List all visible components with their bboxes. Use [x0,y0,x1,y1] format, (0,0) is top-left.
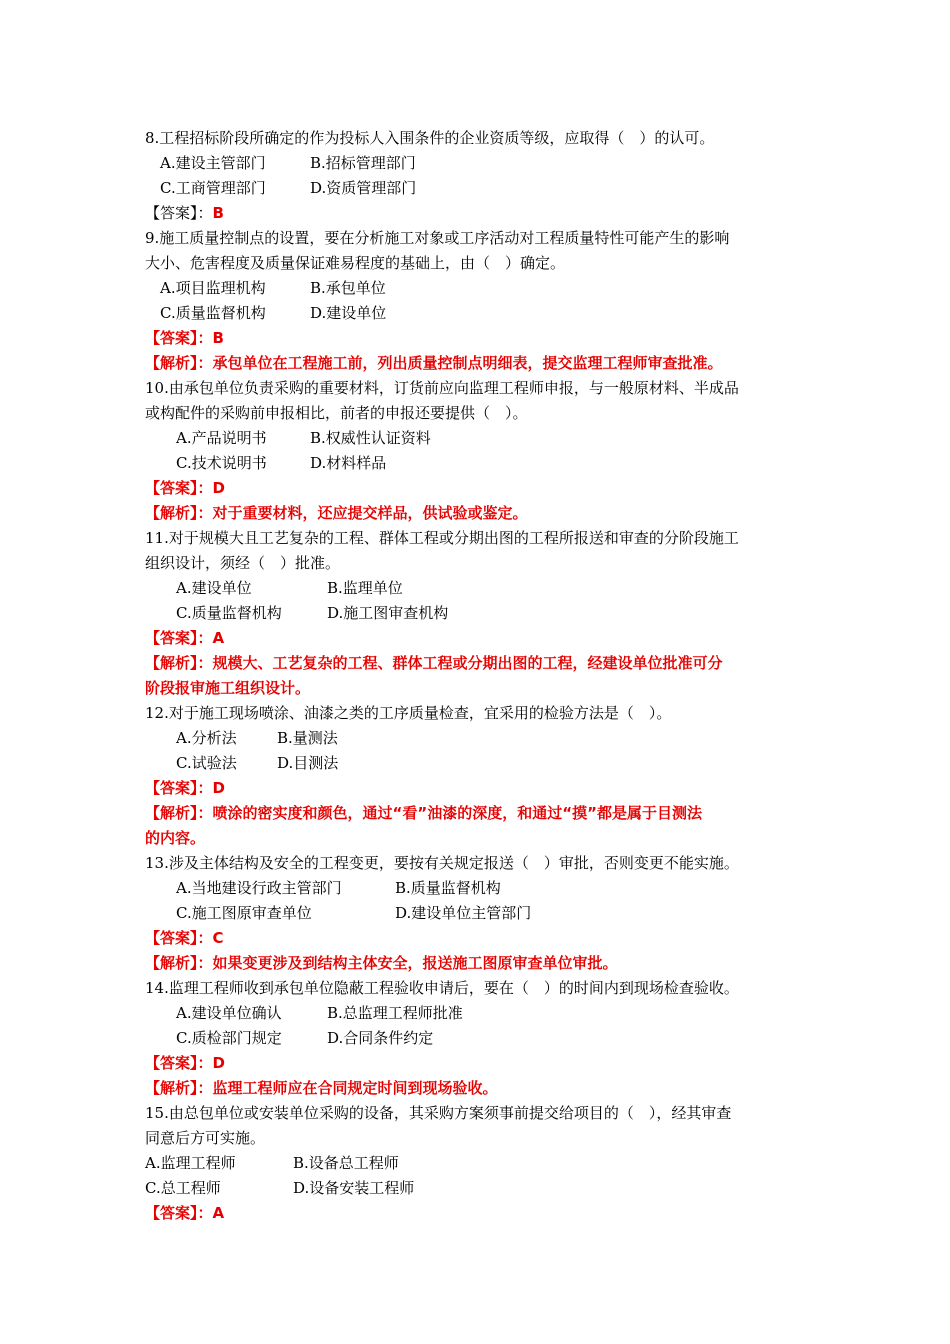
q8-option-c: C.工商管理部门 [160,179,266,197]
q12-analysis-line-2: 的内容。 [145,829,206,847]
answer-label: 【答案】： [145,1054,213,1072]
q14-option-b: B.总监理工程师批准 [327,1004,463,1022]
answer-value: A [212,1204,225,1222]
answer-label: 【答案】： [145,929,213,947]
analysis-text: 承包单位在工程施工前，列出质量控制点明细表，提交监理工程师审查批准。 [212,354,723,372]
answer-value: B [212,329,224,347]
q12-option-d: D.目测法 [277,754,339,772]
answer-label: 【答案】： [145,1204,213,1222]
q13-answer [145,928,224,948]
question-10-stem-line-2: 或构配件的采购前申报相比，前者的申报还要提供（ ）。 [145,404,528,422]
q15-answer [145,1203,224,1223]
answer-label: 【答案】： [145,329,213,347]
question-13-stem: 13.涉及主体结构及安全的工程变更，要按有关规定报送（ ）审批，否则变更不能实施。 [145,854,739,872]
q8-option-a: A.建设主管部门 [160,154,266,172]
question-11-stem-line-2: 组织设计，须经（ ）批准。 [145,554,341,572]
analysis-label: 【解析】： [145,804,213,822]
q8-option-b: B.招标管理部门 [310,154,416,172]
answer-value: D [212,1054,225,1072]
q9-option-b: B.承包单位 [310,279,386,297]
q12-option-c: C.试验法 [176,754,237,772]
q14-option-c: C.质检部门规定 [176,1029,282,1047]
answer-value: A [212,629,225,647]
question-12-stem: 12.对于施工现场喷涂、油漆之类的工序质量检查，宜采用的检验方法是（ ）。 [145,704,672,722]
answer-value: D [212,779,225,797]
q15-option-c: C.总工程师 [145,1179,221,1197]
q10-analysis [145,503,528,523]
q8-option-d: D.资质管理部门 [310,179,417,197]
q9-option-c: C.质量监督机构 [160,304,266,322]
q10-option-a: A.产品说明书 [176,429,267,447]
q10-answer [145,478,225,498]
q13-option-c: C.施工图原审查单位 [176,904,312,922]
q15-option-d: D.设备安装工程师 [293,1179,415,1197]
q15-option-b: B.设备总工程师 [293,1154,399,1172]
q11-option-d: D.施工图审查机构 [327,604,449,622]
analysis-label: 【解析】： [145,504,213,522]
analysis-label: 【解析】： [145,354,213,372]
q9-option-a: A.项目监理机构 [160,279,266,297]
q11-analysis-line-2: 阶段报审施工组织设计。 [145,679,311,697]
analysis-label: 【解析】： [145,954,213,972]
q13-option-d: D.建设单位主管部门 [395,904,532,922]
q13-option-a: A.当地建设行政主管部门 [176,879,342,897]
question-9-stem-line-1: 9.施工质量控制点的设置，要在分析施工对象或工序活动对工程质量特性可能产生的影响 [145,229,730,247]
q14-analysis [145,1078,498,1098]
question-9-stem-line-2: 大小、危害程度及质量保证难易程度的基础上，由（ ）确定。 [145,254,566,272]
question-10-stem-line-1: 10.由承包单位负责采购的重要材料，订货前应向监理工程师申报，与一般原材料、半成品 [145,379,739,397]
q10-option-b: B.权威性认证资料 [310,429,431,447]
analysis-text: 规模大、工艺复杂的工程、群体工程或分期出图的工程，经建设单位批准可分 [212,654,723,672]
q12-option-b: B.量测法 [277,729,338,747]
answer-value: B [212,204,224,222]
question-15-stem-line-1: 15.由总包单位或安装单位采购的设备，其采购方案须事前提交给项目的（ ），经其审查 [145,1104,732,1122]
q9-answer [145,328,224,348]
q14-option-a: A.建设单位确认 [176,1004,282,1022]
q10-option-d: D.材料样品 [310,454,387,472]
analysis-label: 【解析】： [145,654,213,672]
question-15-stem-line-2: 同意后方可实施。 [145,1129,266,1147]
answer-label: 【答案】： [145,779,213,797]
answer-value: D [212,479,225,497]
q9-option-d: D.建设单位 [310,304,387,322]
analysis-text: 如果变更涉及到结构主体安全，报送施工图原审查单位审批。 [212,954,618,972]
q10-option-c: C.技术说明书 [176,454,267,472]
q13-analysis [145,953,618,973]
q11-answer [145,628,224,648]
q8-answer [145,203,224,223]
q11-analysis-line-1 [145,653,723,673]
question-14-stem: 14.监理工程师收到承包单位隐蔽工程验收申请后，要在（ ）的时间内到现场检查验收。 [145,979,739,997]
analysis-text: 监理工程师应在合同规定时间到现场验收。 [212,1079,498,1097]
analysis-label: 【解析】： [145,1079,213,1097]
analysis-text: 喷涂的密实度和颜色，通过“看”油漆的深度，和通过“摸”都是属于目测法 [212,804,702,822]
q11-option-c: C.质量监督机构 [176,604,282,622]
q11-option-b: B.监理单位 [327,579,403,597]
q12-answer [145,778,225,798]
q12-analysis-line-1 [145,803,702,823]
q11-option-a: A.建设单位 [176,579,252,597]
q14-option-d: D.合同条件约定 [327,1029,434,1047]
answer-label: 【答案】： [145,204,213,222]
q13-option-b: B.质量监督机构 [395,879,501,897]
question-8-stem: 8.工程招标阶段所确定的作为投标人入围条件的企业资质等级，应取得（ ）的认可。 [145,129,715,147]
answer-value: C [212,929,224,947]
answer-label: 【答案】： [145,629,213,647]
answer-label: 【答案】： [145,479,213,497]
question-11-stem-line-1: 11.对于规模大且工艺复杂的工程、群体工程或分期出图的工程所报送和审查的分阶段施工 [145,529,739,547]
q9-analysis [145,353,723,373]
analysis-text: 对于重要材料，还应提交样品，供试验或鉴定。 [212,504,528,522]
q14-answer [145,1053,225,1073]
q12-option-a: A.分析法 [176,729,237,747]
q15-option-a: A.监理工程师 [145,1154,236,1172]
